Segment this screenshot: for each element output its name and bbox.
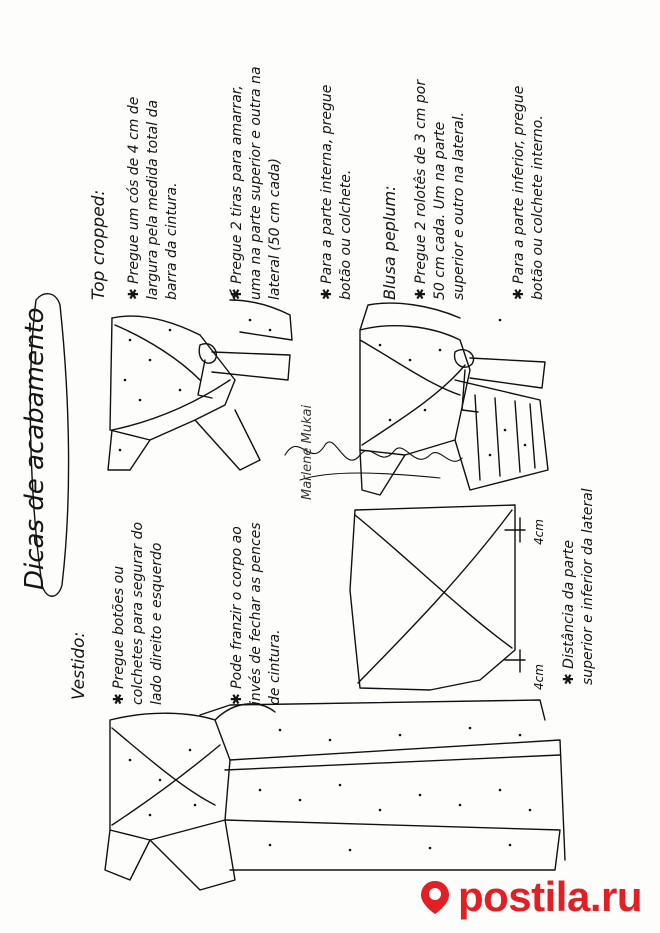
- top-cropped-tip-2: ✱ Pregue 2 tiras para amarrar, uma na parte superior e outra na lateral (50 cm cada): [229, 66, 283, 300]
- top-cropped-tip-3: ✱ Para a parte interna, pregue botão ou colchete.: [319, 84, 354, 300]
- top-cropped-sketch: [108, 290, 292, 470]
- vestido-tip-1: ✱ Pregue botões ou colchetes para segurar do lado direito e esquerdo: [111, 521, 165, 705]
- blusa-peplum-tip-1: ✱ Pregue 2 rolotês de 3 cm por 50 cm cada. Um na parte superior e outro na lateral.: [413, 79, 467, 300]
- page-title: Dicas de acabamento: [20, 307, 50, 590]
- blusa-peplum-sketch: [360, 303, 548, 495]
- fabric-dots: [119, 319, 532, 852]
- top-cropped-tip-1: ✱ Pregue um cós de 4 cm de largura pela medida total da barra da cintura.: [126, 96, 180, 300]
- blusa-peplum-tip-2: ✱ Para a parte inferior, pregue botão ou colchete interno.: [511, 85, 546, 300]
- vestido-heading: Vestido:: [69, 631, 89, 700]
- signature: Marlene Mukai: [300, 404, 315, 500]
- vestido-sketch: [105, 700, 565, 890]
- watermark-text: postila.ru: [457, 873, 642, 920]
- wrap-diagram: [350, 505, 525, 690]
- watermark-pin-icon: [416, 878, 454, 916]
- blusa-peplum-heading: Blusa peplum:: [380, 185, 399, 300]
- watermark: [416, 873, 642, 921]
- vestido-tip-2: ✱ Pode franzir o corpo ao invés de fechar as pences de cintura.: [229, 522, 283, 705]
- measure-top: 4cm: [532, 519, 546, 545]
- top-cropped-heading: Top cropped:: [89, 189, 109, 300]
- diagram-note: ✱ Distância da parte superior e inferior da lateral: [561, 488, 596, 685]
- measure-bottom: 4cm: [532, 664, 546, 690]
